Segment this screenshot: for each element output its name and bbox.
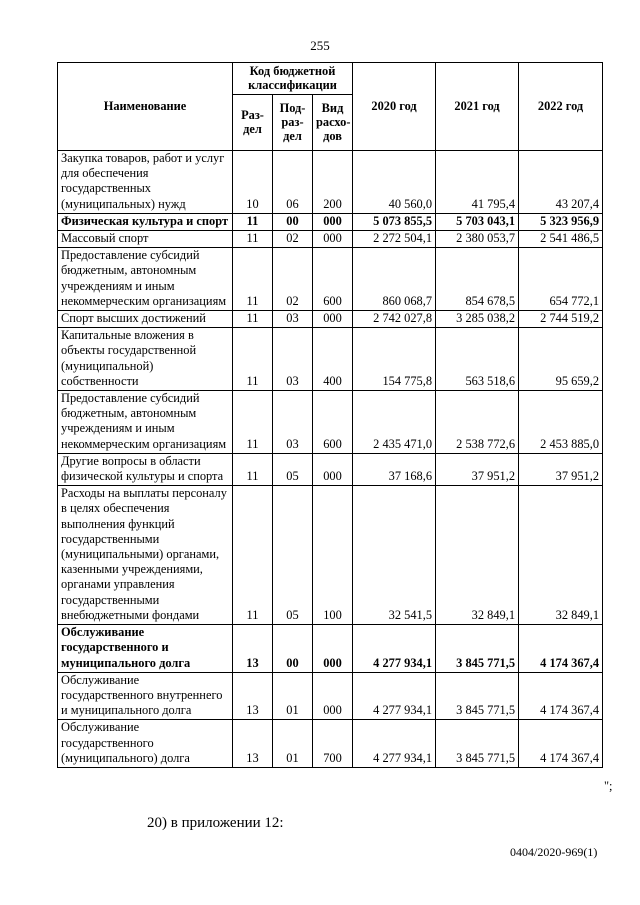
row-value-2020: 32 541,5 [353,486,436,625]
row-value-2022: 95 659,2 [519,328,603,391]
row-value-2022: 2 541 486,5 [519,231,603,248]
row-section: 11 [233,453,273,485]
document-code: 0404/2020-969(1) [510,845,598,859]
row-name: Физическая культура и спорт [58,213,233,230]
row-name: Массовый спорт [58,231,233,248]
row-name: Другие вопросы в области физической культуры и спорта [58,453,233,485]
header-year-2020: 2020 год [353,63,436,151]
row-expense-type: 000 [313,311,353,328]
closing-quote: "; [604,779,613,793]
row-value-2020: 154 775,8 [353,328,436,391]
table-row [58,151,603,214]
row-section: 11 [233,486,273,625]
row-value-2022: 43 207,4 [519,151,603,214]
table-row [58,328,603,391]
table-row [58,231,603,248]
header-subsection: Под-раз-дел [273,95,313,151]
row-expense-type: 000 [313,231,353,248]
row-section: 11 [233,328,273,391]
row-value-2022: 2 744 519,2 [519,311,603,328]
row-expense-type: 400 [313,328,353,391]
row-section: 13 [233,625,273,673]
row-value-2022: 32 849,1 [519,486,603,625]
row-name: Предоставление субсидий бюджетным, автономным учреждениям и иным некоммерческим организациям [58,248,233,311]
row-subsection: 05 [273,486,313,625]
header-year-2021: 2021 год [436,63,519,151]
row-subsection: 02 [273,248,313,311]
row-value-2021: 854 678,5 [436,248,519,311]
row-section: 10 [233,151,273,214]
row-value-2020: 40 560,0 [353,151,436,214]
row-value-2022: 2 453 885,0 [519,391,603,454]
row-value-2020: 37 168,6 [353,453,436,485]
row-section: 13 [233,672,273,720]
row-section: 11 [233,391,273,454]
table-row [58,453,603,485]
row-expense-type: 200 [313,151,353,214]
row-section: 11 [233,213,273,230]
row-section: 11 [233,311,273,328]
row-value-2021: 32 849,1 [436,486,519,625]
row-subsection: 02 [273,231,313,248]
table-row [58,625,603,673]
row-value-2020: 2 272 504,1 [353,231,436,248]
row-subsection: 06 [273,151,313,214]
row-expense-type: 000 [313,625,353,673]
row-subsection: 01 [273,672,313,720]
header-name: Наименование [58,63,233,151]
row-subsection: 00 [273,625,313,673]
row-value-2021: 2 538 772,6 [436,391,519,454]
table-row [58,672,603,720]
row-expense-type: 600 [313,248,353,311]
header-code-group: Код бюджетной классификации [233,63,353,95]
row-name: Спорт высших достижений [58,311,233,328]
row-value-2020: 5 073 855,5 [353,213,436,230]
row-value-2021: 3 845 771,5 [436,720,519,768]
row-section: 11 [233,231,273,248]
row-value-2020: 860 068,7 [353,248,436,311]
row-value-2021: 3 845 771,5 [436,625,519,673]
row-value-2020: 2 435 471,0 [353,391,436,454]
item-text: 20) в приложении 12: [147,815,284,831]
row-value-2021: 2 380 053,7 [436,231,519,248]
page-number: 255 [310,38,330,53]
row-value-2022: 4 174 367,4 [519,720,603,768]
row-subsection: 03 [273,311,313,328]
row-value-2022: 654 772,1 [519,248,603,311]
row-expense-type: 600 [313,391,353,454]
row-value-2020: 4 277 934,1 [353,720,436,768]
table-row [58,311,603,328]
row-expense-type: 700 [313,720,353,768]
header-expense-type: Вид расхо-дов [313,95,353,151]
table-row [58,486,603,625]
row-value-2021: 3 285 038,2 [436,311,519,328]
table-row [58,720,603,768]
row-name: Закупка товаров, работ и услуг для обеспечения государственных (муниципальных) нужд [58,151,233,214]
table-row [58,213,603,230]
row-section: 11 [233,248,273,311]
row-value-2021: 563 518,6 [436,328,519,391]
row-value-2021: 3 845 771,5 [436,672,519,720]
row-expense-type: 000 [313,672,353,720]
row-subsection: 03 [273,391,313,454]
row-name: Обслуживание государственного внутреннего и муниципального долга [58,672,233,720]
row-value-2022: 4 174 367,4 [519,625,603,673]
row-value-2021: 41 795,4 [436,151,519,214]
row-value-2021: 37 951,2 [436,453,519,485]
row-subsection: 01 [273,720,313,768]
row-value-2020: 2 742 027,8 [353,311,436,328]
table-row [58,248,603,311]
row-name: Обслуживание государственного и муниципального долга [58,625,233,673]
row-expense-type: 000 [313,453,353,485]
row-value-2020: 4 277 934,1 [353,625,436,673]
row-value-2022: 37 951,2 [519,453,603,485]
row-name: Капитальные вложения в объекты государственной (муниципальной) собственности [58,328,233,391]
table-row [58,391,603,454]
header-section: Раз-дел [233,95,273,151]
row-value-2020: 4 277 934,1 [353,672,436,720]
row-expense-type: 100 [313,486,353,625]
row-subsection: 03 [273,328,313,391]
header-year-2022: 2022 год [519,63,603,151]
row-subsection: 05 [273,453,313,485]
table-body [58,151,603,768]
row-expense-type: 000 [313,213,353,230]
row-subsection: 00 [273,213,313,230]
row-value-2022: 5 323 956,9 [519,213,603,230]
row-value-2022: 4 174 367,4 [519,672,603,720]
row-name: Расходы на выплаты персоналу в целях обеспечения выполнения функций государственными (муниципальными) органами, казенными учреждениями, органами управления государственными внебюджетными фондами [58,486,233,625]
row-section: 13 [233,720,273,768]
row-name: Предоставление субсидий бюджетным, автономным учреждениям и иным некоммерческим организациям [58,391,233,454]
row-name: Обслуживание государственного (муниципального) долга [58,720,233,768]
row-value-2021: 5 703 043,1 [436,213,519,230]
budget-table [57,62,603,768]
